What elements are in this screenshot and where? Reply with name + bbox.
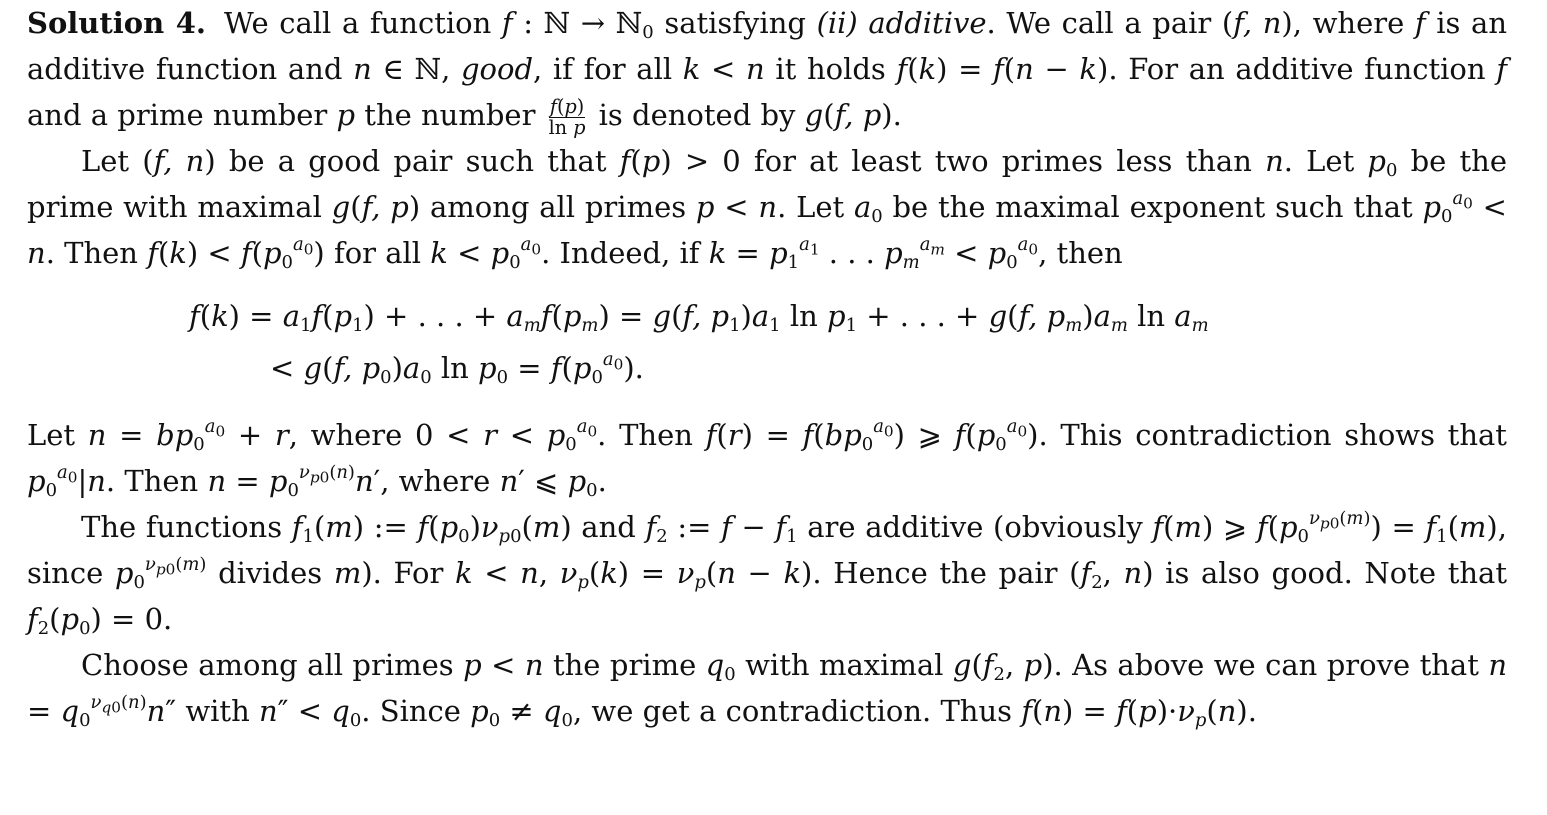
paragraph-5: Choose among all primes p < n the prime $q_0$ with maximal $g(f_2$, p). As above we can prove that $n = q_0^{\nu_{q0}(n)}n''$ with $n'' < q_0$. Since $p_0 \ne q_0$, we get a contradiction. Thus $f(n) = f(p)\cdot\nu_p(n)$.: [27, 648, 1507, 732]
paragraph-2: Let (f, n) be a good pair such that f(p) > 0 for at least two primes less than n. Let $p_0$ be the prime with maximal g(f, p) among all primes p < n. Let $a_0$ be the maximal exponent such that $p_0^{a_0} < n$. Then $f(k) < f(p_0^{a_0})$ for all $k < p_0^{a_0}$. Indeed, if $k = p_1^{a_1}$ . . . $p_m^{a_m} < p_0^{a_0}$, then: [27, 144, 1507, 274]
solution-heading: Solution 4.: [27, 6, 207, 40]
display-equation: [27, 290, 1507, 394]
equation-line-1: $f(k) = a_1f(p_1)$ + . . . + $a_mf(p_m) = g(f$, $p_1)a_1$ $\ln p_1$ + . . . + g(f, $p_m)a_m$ $\ln a_m$: [189, 299, 1209, 337]
paragraph-1-text: We call a function f : ℕ → ℕ$_0$ satisfying (ii) additive. We call a pair (f, n), where f is an additive function and n ∈ ℕ, good, if for all k < n it holds f(k) = f(n − k). For an additive function f and a prime number p the number $\frac{f(p)}{\text{ln p}}$ is denoted by g(f, p).: [27, 6, 1508, 139]
paragraph-4: The functions $f_1(m)$ := $f(p_0)\nu_{p0}(m)$ and $f_2$ := $f - f_1$ are additive (obviously f(m) ⩾ $f(p_0^{\nu_{p0}(m)}) = f_1(m)$, since $p_0^{\nu_{p0}(m)}$ divides m). For k < n, $\nu_p(k) = \nu_p(n - k)$. Hence the pair ($f_2$, n) is also good. Note that $f_2(p_0) = 0$.: [27, 508, 1507, 640]
equation-line-2: < g(f, $p_0)a_0$ $\ln p_0 = f(p_0^{a_0})$.: [270, 349, 644, 389]
paragraph-3: Let $n = bp_0^{a_0} + r$, where $0 < r < p_0^{a_0}$. Then $f(r) = f(bp_0^{a_0})$ ⩾ $f(p_0^{a_0})$. This contradiction shows that $p_0^{a_0}|n$. Then $n = p_0^{\nu_{p0}(n)}n'$, where n′ ⩽ $p_0$.: [27, 416, 1507, 502]
paragraph-1: [27, 0, 1507, 138]
